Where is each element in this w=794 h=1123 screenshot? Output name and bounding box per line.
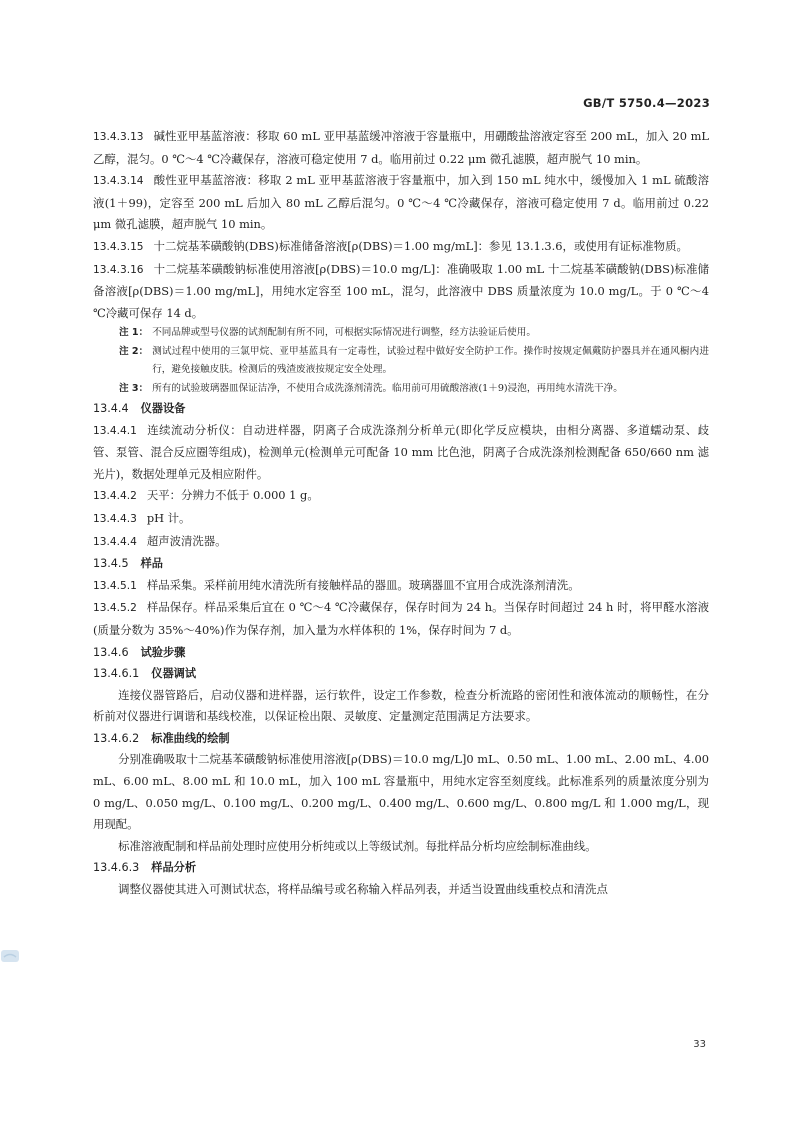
item-13-4-4-4 (93, 531, 709, 554)
note-1 (93, 324, 709, 342)
item-text: pH 计。 (146, 510, 191, 525)
section-heading-13-4-6-3 (93, 857, 709, 879)
section-number: 13.4.6 (93, 645, 129, 659)
item-text: 样品采集。采样前用纯水清洗所有接触样品的器皿。玻璃器皿不宜用合成洗涤剂清洗。 (146, 577, 580, 592)
document-body (93, 126, 709, 901)
item-number: 13.4.5.2 (93, 602, 137, 615)
section-title: 仪器调试 (151, 667, 197, 681)
item-13-4-4-3 (93, 508, 709, 531)
section-heading-13-4-4 (93, 398, 709, 420)
section-number: 13.4.4 (93, 401, 129, 415)
note-text: 不同品牌或型号仪器的试剂配制有所不同，可根据实际情况进行调整，经方法验证后使用。 (152, 327, 536, 339)
item-text: 酸性亚甲基蓝溶液：移取 2 mL 亚甲基蓝溶液于容量瓶中，加入到 150 mL 纯水中，缓慢加入 1 mL 硫酸溶液(1＋99)，定容至 200 mL 后加入 80 mL 乙醇后混匀。0 ℃～4 ℃冷藏保存，溶液可稳定使用 7 d。临用前过 0.22 μm 微孔滤膜，超声脱气 10 min。 (93, 173, 709, 232)
item-13-4-3-14 (93, 170, 709, 236)
item-text: 碱性亚甲基蓝溶液：移取 60 mL 亚甲基蓝缓冲溶液于容量瓶中，用硼酸盐溶液定容至 200 mL，加入 20 mL 乙醇，混匀。0 ℃～4 ℃冷藏保存，溶液可稳定使用 7 d。临用前过 0.22 μm 微孔滤膜，超声脱气 10 min。 (93, 129, 709, 166)
section-number: 13.4.6.1 (93, 667, 140, 681)
paragraph-standard-curve: 分别准确吸取十二烷基苯磺酸钠标准使用溶液[ρ(DBS)＝10.0 mg/L]0 mL、0.50 mL、1.00 mL、2.00 mL、4.00 mL、6.00 mL、8.00 mL 和 10.0 mL，加入 100 mL 容量瓶中，用纯水定容至刻度线。此标准系列的质量浓度分别为 0 mg/L、0.050 mg/L、0.100 mg/L、0.200 mg/L、0.400 mg/L、0.600 mg/L、0.800 mg/L 和 1.000 mg/L，现用现配。 (93, 752, 709, 832)
section-heading-13-4-6 (93, 642, 709, 664)
section-heading-13-4-6-2 (93, 728, 709, 750)
section-title: 标准曲线的绘制 (151, 731, 230, 745)
section-heading-13-4-6-1 (93, 663, 709, 685)
note-3 (93, 380, 709, 398)
paragraph-reagent-grade: 标准溶液配制和样品前处理时应使用分析纯或以上等级试剂。每批样品分析均应绘制标准曲线。 (118, 838, 597, 853)
paragraph-instrument-tuning: 连接仪器管路后，启动仪器和进样器，运行软件，设定工作参数，检查分析流路的密闭性和液体流动的顺畅性，在分析前对仪器进行调谐和基线校准，以保证检出限、灵敏度、定量测定范围满足方法要求。 (93, 687, 709, 724)
item-number: 13.4.3.16 (93, 263, 144, 276)
section-number: 13.4.6.2 (93, 731, 140, 745)
item-number: 13.4.3.15 (93, 240, 144, 253)
item-text: 十二烷基苯磺酸钠标准使用溶液[ρ(DBS)＝10.0 mg/L]：准确吸取 1.00 mL 十二烷基苯磺酸钠(DBS)标准储备溶液[ρ(DBS)＝1.00 mg/mL]，用纯水定容至 100 mL，混匀，此溶液中 DBS 质量浓度为 10.0 mg/L。于 0 ℃～4 ℃冷藏可保存 14 d。 (93, 261, 709, 320)
item-number: 13.4.4.1 (93, 424, 137, 437)
section-title: 仪器设备 (140, 401, 186, 415)
note-label: 注 1： (119, 327, 149, 339)
standard-code: GB/T 5750.4—2023 (583, 96, 710, 110)
item-number: 13.4.3.13 (93, 131, 144, 143)
note-text: 所有的试验玻璃器皿保证洁净，不使用合成洗涤剂清洗。临用前可用硫酸溶液(1＋9)浸泡，再用纯水清洗干净。 (152, 382, 623, 394)
watermark-logo-icon (0, 948, 20, 964)
paragraph-sample-analysis: 调整仪器使其进入可测试状态，将样品编号或名称输入样品列表，并适当设置曲线重校点和清洗点 (118, 882, 608, 897)
item-13-4-5-1 (93, 575, 709, 598)
section-heading-13-4-5 (93, 553, 709, 575)
item-13-4-4-1 (93, 420, 709, 486)
item-text: 连续流动分析仪：自动进样器，阴离子合成洗涤剂分析单元(即化学反应模块，由相分离器、多道蠕动泵、歧管、泵管、混合反应圈等组成)，检测单元(检测单元可配备 10 mm 比色池，阴离子合成洗涤剂检测配备 650/660 nm 滤光片)，数据处理单元及相应附件。 (93, 422, 709, 481)
section-title: 样品 (140, 557, 163, 571)
item-text: 天平：分辨力不低于 0.000 1 g。 (146, 488, 319, 503)
item-number: 13.4.5.1 (93, 579, 137, 592)
item-text: 样品保存。样品采集后宜在 0 ℃～4 ℃冷藏保存，保存时间为 24 h。当保存时间超过 24 h 时，将甲醛水溶液(质量分数为 35%～40%)作为保存剂，加入量为水样体积的 1%，保存时间为 7 d。 (93, 600, 709, 637)
note-label: 注 2： (119, 345, 149, 357)
item-text: 十二烷基苯磺酸钠(DBS)标准储备溶液[ρ(DBS)＝1.00 mg/mL]：参见 13.1.3.6，或使用有证标准物质。 (153, 238, 688, 253)
item-number: 13.4.4.3 (93, 512, 137, 525)
section-number: 13.4.5 (93, 557, 129, 571)
section-title: 试验步骤 (140, 645, 186, 659)
item-13-4-3-13 (93, 126, 709, 170)
note-text: 测试过程中使用的三氯甲烷、亚甲基蓝具有一定毒性，试验过程中做好安全防护工作。操作时按规定佩戴防护器具并在通风橱内进行，避免接触皮肤。检测后的残渣废液按规定安全处理。 (152, 345, 709, 376)
section-title: 样品分析 (151, 861, 197, 875)
item-number: 13.4.4.4 (93, 535, 137, 548)
note-label: 注 3： (119, 382, 149, 394)
item-number: 13.4.3.14 (93, 175, 144, 188)
item-13-4-3-15 (93, 236, 709, 259)
section-number: 13.4.6.3 (93, 861, 140, 875)
page-number: 33 (693, 1039, 706, 1050)
item-number: 13.4.4.2 (93, 490, 137, 503)
item-text: 超声波清洗器。 (146, 533, 227, 548)
item-13-4-4-2 (93, 485, 709, 508)
item-13-4-3-16 (93, 259, 709, 325)
note-2 (93, 343, 709, 380)
item-13-4-5-2 (93, 597, 709, 641)
